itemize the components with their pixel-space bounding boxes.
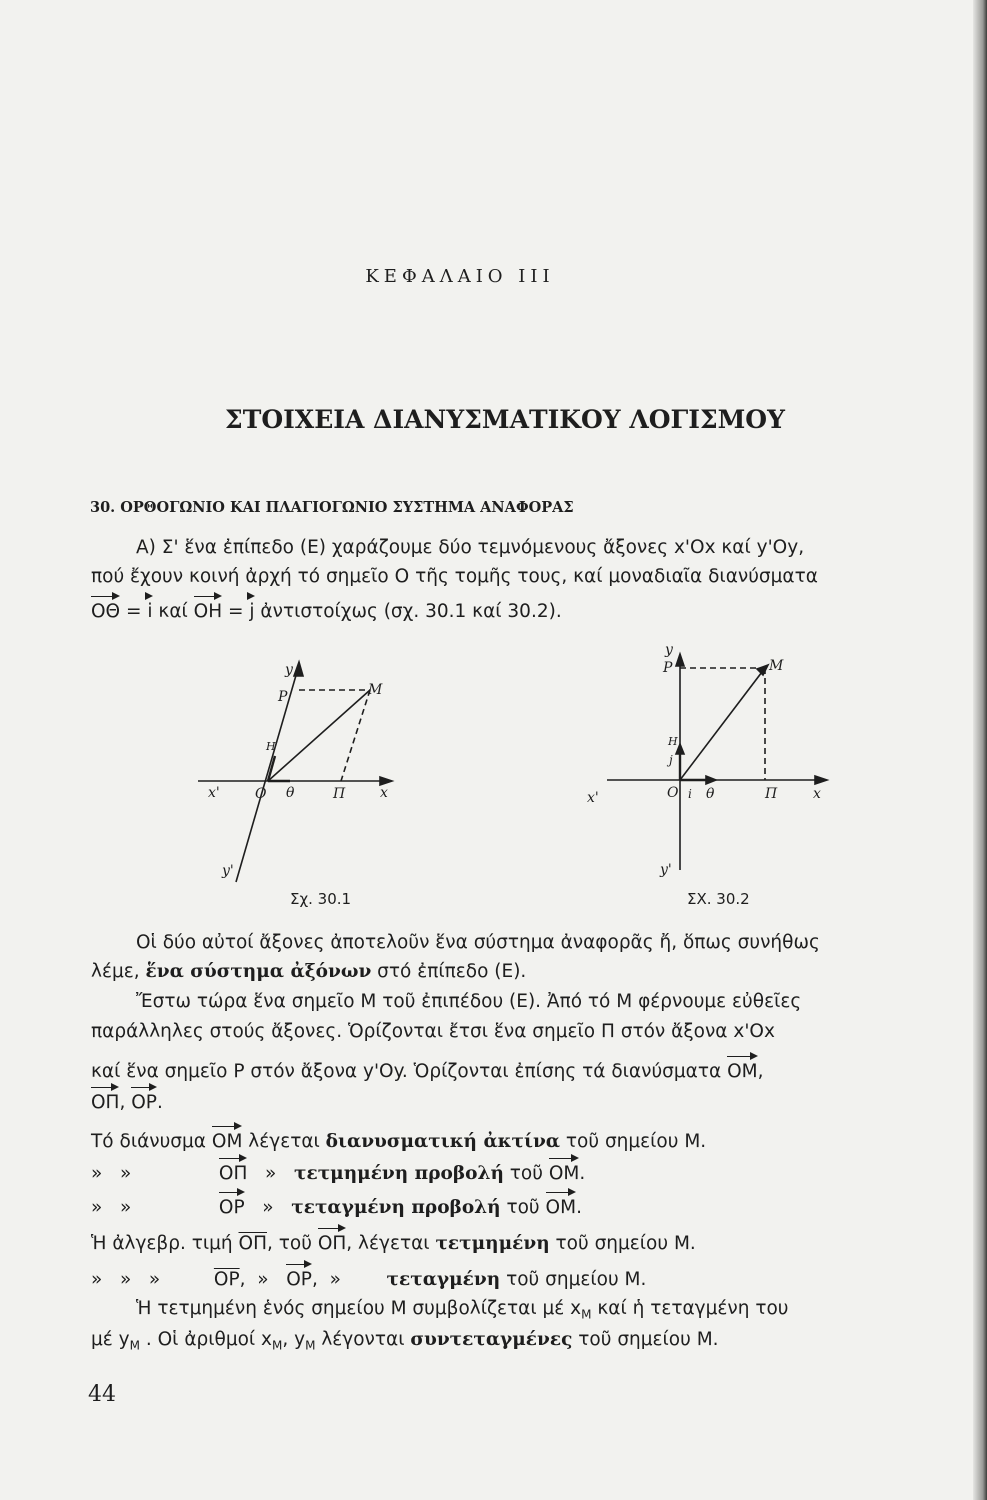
label-y-neg: y' [660,862,672,878]
label-x-neg: x' [208,785,220,801]
label-i: i [688,787,692,801]
vector-O-H: ΟΗ [193,601,223,622]
p4-line1: Ἡ τετμημένη ἑνός σημείου Μ συμβολίζεται μέ $x_M$ καί ἡ τεταγμένη του [136,1298,789,1322]
figure-1-caption: Σχ. 30.1 [290,890,352,908]
term-coordinates: συντεταγμένες [410,1329,573,1350]
y-axis-arrow [676,654,684,666]
label-y-neg: y' [222,863,234,879]
def-ordinate-projection: » » ΟΡ » τεταγμένη προβολή τοῦ ΟΜ. [91,1197,582,1218]
label-P: P [278,689,288,705]
page-number: 44 [88,1382,116,1407]
label-x: x [380,785,388,801]
def-abscissa-projection: » » ΟΠ » τετμημένη προβολή τοῦ ΟΜ. [91,1163,586,1184]
vector-OP: ΟΡ [131,1092,157,1113]
p1-line1: Α) Σ' ἕνα ἐπίπεδο (Ε) χαράζουμε δύο τεμνόμενους ἄξονες x'Ox καί y'Oy, [136,537,805,558]
x-axis-arrow [380,777,392,785]
label-O: O [255,786,267,802]
label-O: O [667,785,679,801]
label-x: x [813,786,821,802]
label-y: y [665,642,673,658]
label-x-neg: x' [587,790,599,806]
label-H: H [266,740,276,753]
x-axis-arrow [815,776,827,784]
vector-j: j [249,601,255,622]
p1-line3: ΟΘ = i καί ΟΗ = j ἀντιστοίχως (σχ. 30.1 καί 30.2). [91,601,562,622]
label-H: H [668,735,678,748]
vector-i: i [147,601,153,622]
def-ordinate: » » » $\overline{OP}$, » ΟΡ, » τεταγμένη τοῦ σημείου Μ. [91,1269,647,1290]
figure-orthogonal-axes [585,630,835,880]
y-axis-line [236,665,299,882]
label-Pi: Π [765,786,778,802]
p2-line2: λέμε, ἕνα σύστημα ἀξόνων στό ἐπίπεδο (Ε). [91,961,527,982]
vector-OM-line [680,668,765,780]
label-theta: θ [286,785,295,801]
figure-2-caption: ΣΧ. 30.2 [687,890,750,908]
chapter-heading: ΚΕΦΑΛΑΙΟ ΙΙΙ [365,266,555,287]
label-theta: θ [706,786,715,802]
label-y: y [285,662,293,678]
p3-line1: Ἔστω τώρα ἕνα σημεῖο Μ τοῦ ἐπιπέδου (Ε). Ἀπό τό Μ φέρνουμε εὐθεῖες [136,991,802,1012]
label-P: P [663,660,673,676]
p3-line2: παράλληλες στούς ἄξονες. Ὁρίζονται ἔτσι ἕνα σημεῖο Π στόν ἄξονα x'Ox [91,1021,775,1042]
p4-line2: μέ $y_M$ . Οἱ ἀριθμοί $x_M$, $y_M$ λέγονται συντεταγμένες τοῦ σημείου Μ. [91,1329,719,1353]
y-axis-arrow [294,662,303,676]
page-title: ΣΤΟΙΧΕΙΑ ΔΙΑΝΥΣΜΑΤΙΚΟΥ ΛΟΓΙΣΜΟΥ [225,405,785,434]
def-abscissa: Ἡ ἀλγεβρ. τιμή $\overline{O\Pi}$, τοῦ ΟΠ, λέγεται τετμημένη τοῦ σημείου Μ. [91,1233,696,1254]
label-M: M [368,682,383,698]
label-Pi: Π [333,786,346,802]
section-heading: 30. ΟΡΘΟΓΩΝΙΟ ΚΑΙ ΠΛΑΓΙΟΓΩΝΙΟ ΣΥΣΤΗΜΑ ΑΝΑΦΟΡΑΣ [90,499,574,516]
p1-line2: πού ἔχουν κοινή ἀρχή τό σημεῖο Ο τῆς τομῆς τους, καί μοναδιαῖα διανύσματα [91,566,818,587]
p3-line4: ΟΠ, ΟΡ. [91,1092,163,1113]
figure-oblique-axes [180,650,420,890]
vector-OM: ΟΜ [727,1061,758,1082]
p2-line1: Οἱ δύο αὐτοί ἄξονες ἀποτελοῦν ἕνα σύστημα ἀναφορᾶς ἤ, ὅπως συνήθως [136,932,820,953]
term-axis-system: ἕνα σύστημα ἀξόνων [145,961,372,982]
page-edge-shadow [973,0,987,1500]
vector-O-theta: ΟΘ [91,601,121,622]
label-j: j [669,753,673,767]
p3-line3: καί ἕνα σημεῖο Ρ στόν ἄξονα y'Oy. Ὁρίζονται ἐπίσης τά διανύσματα ΟΜ, [91,1061,764,1082]
vector-OPi: ΟΠ [91,1092,120,1113]
label-M: M [769,658,784,674]
def-radius-vector: Τό διάνυσμα ΟΜ λέγεται διανυσματική ἀκτίνα τοῦ σημείου Μ. [91,1131,707,1152]
